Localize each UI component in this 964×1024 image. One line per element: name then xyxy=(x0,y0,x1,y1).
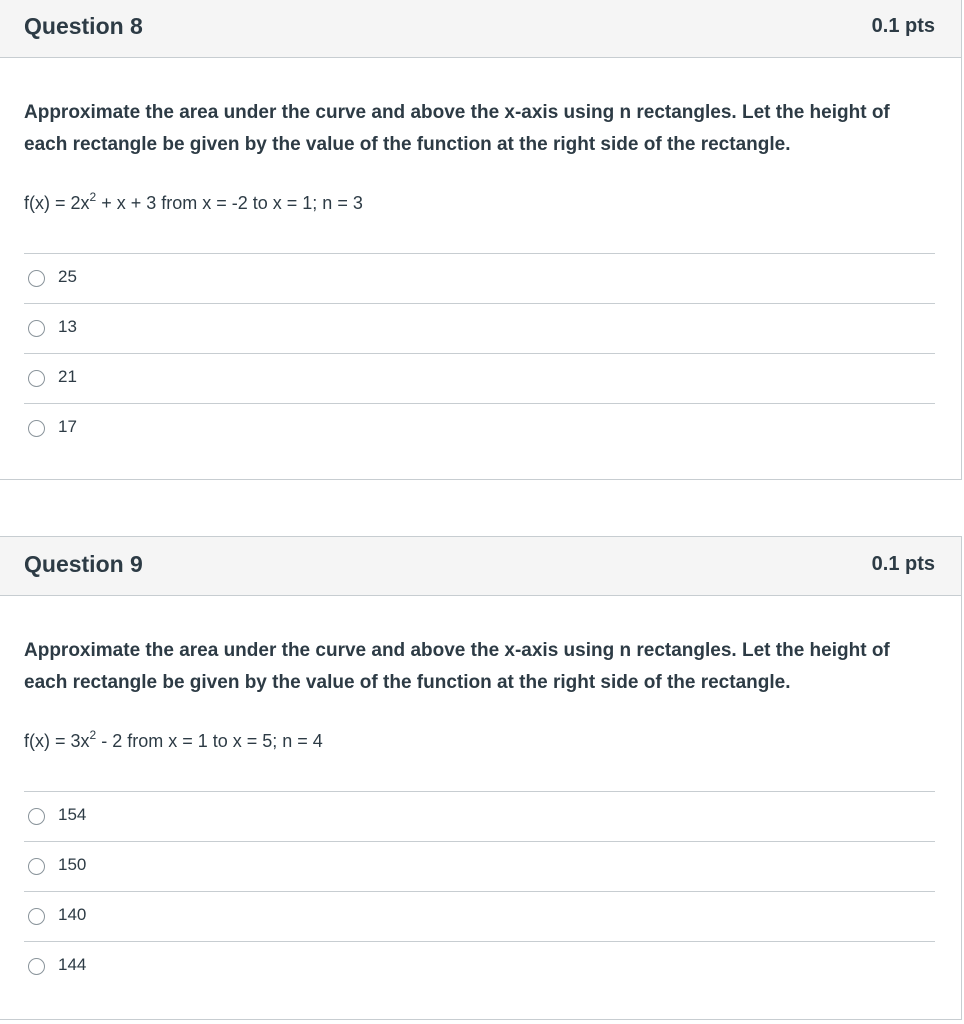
answer-list xyxy=(24,791,935,991)
radio-button[interactable] xyxy=(28,270,45,287)
question-9-card xyxy=(0,536,962,1020)
answer-label[interactable]: 154 xyxy=(58,805,87,824)
formula-part: - 2 from x = 1 to x = 5; n = 4 xyxy=(96,731,323,751)
answer-label[interactable]: 150 xyxy=(58,855,87,874)
question-8-card xyxy=(0,0,962,480)
question-formula xyxy=(24,728,323,752)
question-title: Question 9 xyxy=(24,551,143,577)
question-formula xyxy=(24,190,363,214)
radio-button[interactable] xyxy=(28,858,45,875)
question-header xyxy=(0,0,961,58)
formula-part: f(x) = 3x xyxy=(24,731,90,751)
formula-part: + x + 3 from x = -2 to x = 1; n = 3 xyxy=(96,193,363,213)
answer-option[interactable] xyxy=(24,404,935,453)
formula-exponent: 2 xyxy=(89,190,97,204)
question-prompt: Approximate the area under the curve and above the x-axis using n rectangles. Let the height of each rectangle be given by the value of the function at the right side of the rectangle. xyxy=(24,640,890,693)
answer-label[interactable]: 25 xyxy=(58,267,77,286)
radio-button[interactable] xyxy=(28,320,45,337)
answer-option[interactable] xyxy=(24,254,935,304)
radio-button[interactable] xyxy=(28,958,45,975)
answer-label[interactable]: 13 xyxy=(58,317,77,336)
answer-option[interactable] xyxy=(24,304,935,354)
answer-option[interactable] xyxy=(24,354,935,404)
question-header xyxy=(0,537,961,596)
radio-button[interactable] xyxy=(28,808,45,825)
answer-label[interactable]: 140 xyxy=(58,905,87,924)
answer-label[interactable]: 21 xyxy=(58,367,77,386)
question-points: 0.1 pts xyxy=(871,553,935,575)
question-title: Question 8 xyxy=(24,13,143,39)
formula-exponent: 2 xyxy=(89,728,97,742)
question-points: 0.1 pts xyxy=(871,15,935,37)
radio-button[interactable] xyxy=(28,420,45,437)
answer-option[interactable] xyxy=(24,842,935,892)
radio-button[interactable] xyxy=(28,908,45,925)
answer-option[interactable] xyxy=(24,792,935,842)
answer-list xyxy=(24,253,935,453)
radio-button[interactable] xyxy=(28,370,45,387)
answer-label[interactable]: 17 xyxy=(58,417,77,436)
question-prompt: Approximate the area under the curve and above the x-axis using n rectangles. Let the height of each rectangle be given by the value of the function at the right side of the rectangle. xyxy=(24,102,890,155)
answer-option[interactable] xyxy=(24,942,935,991)
answer-label[interactable]: 144 xyxy=(58,955,87,974)
answer-option[interactable] xyxy=(24,892,935,942)
formula-part: f(x) = 2x xyxy=(24,193,90,213)
